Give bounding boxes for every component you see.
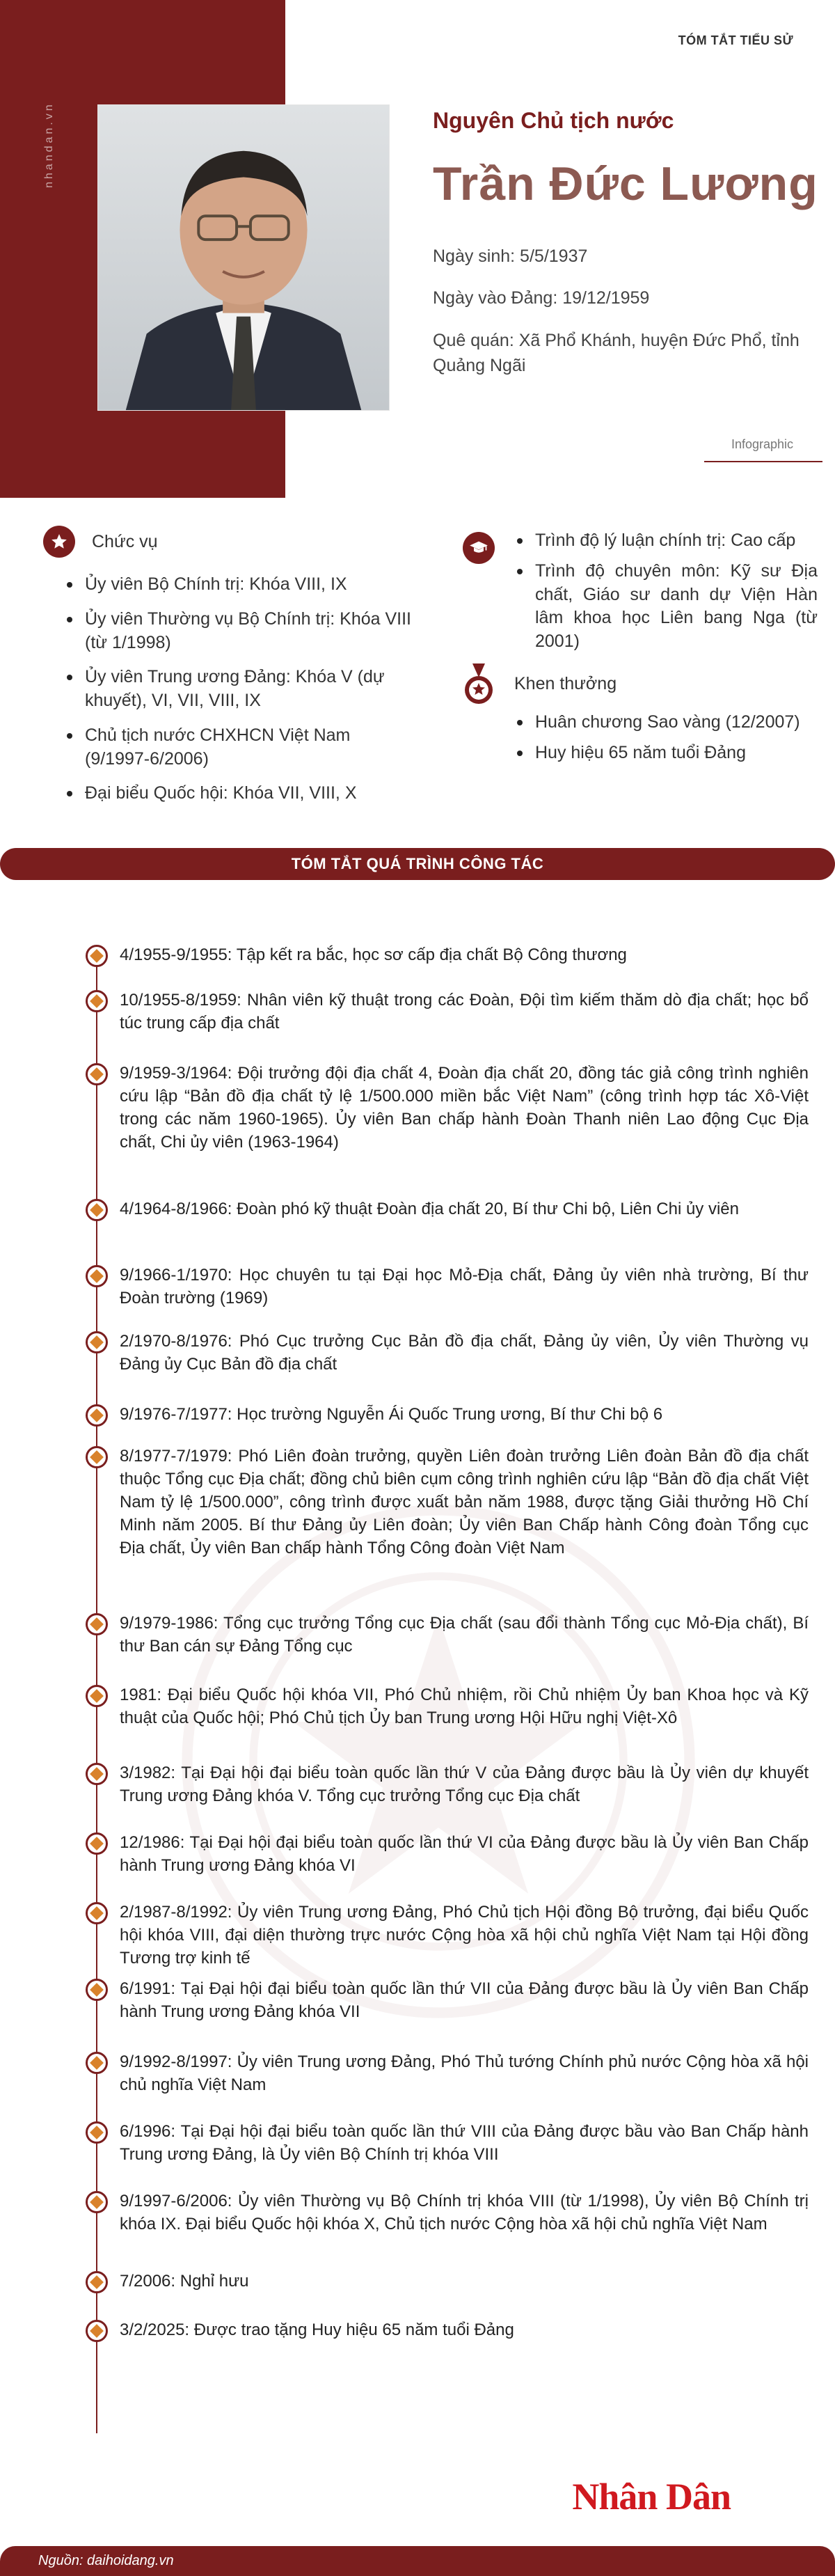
infographic-line <box>704 461 822 462</box>
diamond-icon <box>86 1199 108 1221</box>
timeline-text: 3/1982: Tại Đại hội đại biểu toàn quốc lần thứ V của Đảng được bầu là Ủy viên dự khuyết Trung ương Đảng khóa V. Tổng cục trưởng Tổng cục Địa chất <box>120 1764 809 1806</box>
timeline-text: 10/1955-8/1959: Nhân viên kỹ thuật trong các Đoàn, Đội tìm kiếm thăm dò địa chất; học bổ túc trung cấp địa chất <box>120 991 809 1033</box>
list-item: Huy hiệu 65 năm tuổi Đảng <box>535 741 818 765</box>
diamond-icon <box>86 2191 108 2213</box>
list-item: Trình độ chuyên môn: Kỹ sư Địa chất, Giáo sư danh dự Viện Hàn lâm khoa học Liên bang Nga (từ 2001) <box>535 560 818 654</box>
diamond-icon <box>86 2052 108 2074</box>
timeline-text: 3/2/2025: Được trao tặng Huy hiệu 65 năm tuổi Đảng <box>120 2320 514 2339</box>
party-join-date: Ngày vào Đảng: 19/12/1959 <box>433 288 650 308</box>
timeline-text: 9/1979-1986: Tổng cục trưởng Tổng cục Địa chất (sau đổi thành Tổng cục Mỏ-Địa chất), Bí thư Ban cán sự Đảng Tổng cục <box>120 1614 809 1656</box>
diamond-icon <box>86 1265 108 1287</box>
diamond-icon <box>86 1979 108 2001</box>
timeline-text: 1981: Đại biểu Quốc hội khóa VII, Phó Chủ nhiệm, rồi Chủ nhiệm Ủy ban Khoa học và Kỹ thuật của Quốc hội; Phó Chủ tịch Ủy ban Trung ương Hội Hữu nghị Việt-Xô <box>120 1686 809 1728</box>
summary-section <box>0 498 835 846</box>
hero-subtitle: Nguyên Chủ tịch nước <box>433 108 674 133</box>
timeline-text: 6/1996: Tại Đại hội đại biểu toàn quốc lần thứ VIII của Đảng được bầu vào Ban Chấp hành Trung ương Đảng, là Ủy viên Bộ Chính trị khóa VIII <box>120 2122 809 2165</box>
education-block <box>463 529 818 654</box>
diamond-icon <box>86 2121 108 2144</box>
timeline-text: 4/1955-9/1955: Tập kết ra bắc, học sơ cấp địa chất Bộ Công thương <box>120 945 627 964</box>
birth-date: Ngày sinh: 5/5/1937 <box>433 246 588 266</box>
medal-icon <box>463 663 495 705</box>
infographic-tag: Infographic <box>731 437 793 451</box>
timeline-text: 9/1976-7/1977: Học trường Nguyễn Ái Quốc Trung ương, Bí thư Chi bộ 6 <box>120 1405 663 1424</box>
awards-list <box>463 711 818 765</box>
awards-header <box>463 663 818 705</box>
education-awards-column <box>463 529 818 771</box>
timeline-text: 9/1992-8/1997: Ủy viên Trung ương Đảng, Phó Thủ tướng Chính phủ nước Cộng hòa xã hội chủ nghĩa Việt Nam <box>120 2052 809 2095</box>
graduation-cap-icon <box>463 532 495 564</box>
diamond-icon <box>86 1446 108 1468</box>
timeline-text: 9/1959-3/1964: Đội trưởng đội địa chất 4, Đoàn địa chất 20, đồng tác giả công trình nghiên cứu lập “Bản đồ địa chất tỷ lệ 1/500.000 miền bắc Việt Nam” (công trình hợp tác Xô-Việt trong các năm 1960-1965). Ủy viên Ban chấp hành Đoàn Thanh niên Lao động Cục Địa chất, Chi ủy viên (1963-1964) <box>120 1064 809 1152</box>
positions-list <box>43 573 419 806</box>
positions-column <box>43 526 419 817</box>
timeline-banner: TÓM TẮT QUÁ TRÌNH CÔNG TÁC <box>0 848 835 880</box>
diamond-icon <box>86 990 108 1012</box>
footer-source: Nguồn: daihoidang.vn <box>0 2546 835 2576</box>
timeline-text: 2/1987-8/1992: Ủy viên Trung ương Đảng, Phó Chủ tịch Hội đồng Bộ trưởng, đại biểu Quốc hội khóa VIII, đại diện thường trực nước Cộng hòa xã hội chủ nghĩa Việt Nam tại Hội đồng Tương trợ kinh tế <box>120 1903 809 1968</box>
timeline-text: 2/1970-8/1976: Phó Cục trưởng Cục Bản đồ địa chất, Đảng ủy viên, Ủy viên Thường vụ Đảng ủy Cục Bản đồ địa chất <box>120 1332 809 1374</box>
list-item: Trình độ lý luận chính trị: Cao cấp <box>535 529 818 553</box>
diamond-icon <box>86 945 108 967</box>
portrait-illustration <box>98 105 389 410</box>
list-item: Chủ tịch nước CHXHCN Việt Nam (9/1997-6/2006) <box>85 724 419 771</box>
timeline-text: 12/1986: Tại Đại hội đại biểu toàn quốc lần thứ VI của Đảng được bầu là Ủy viên Ban Chấp hành Trung ương Đảng khóa VI <box>120 1833 809 1876</box>
education-list <box>463 529 818 654</box>
top-tag: TÓM TẮT TIỂU SỬ <box>678 33 793 47</box>
list-item: Ủy viên Trung ương Đảng: Khóa V (dự khuyết), VI, VII, VIII, IX <box>85 666 419 713</box>
timeline <box>0 905 835 2437</box>
hometown: Quê quán: Xã Phổ Khánh, huyện Đức Phổ, tỉnh Quảng Ngãi <box>433 330 800 375</box>
hero-name: Trần Đức Lương <box>433 157 818 210</box>
diamond-icon <box>86 1063 108 1085</box>
diamond-icon <box>86 1763 108 1785</box>
list-item: Huân chương Sao vàng (12/2007) <box>535 711 818 735</box>
hero-info <box>433 244 822 395</box>
awards-title: Khen thưởng <box>514 674 617 694</box>
timeline-text: 9/1997-6/2006: Ủy viên Thường vụ Bộ Chính trị khóa VIII (từ 1/1998), Ủy viên Bộ Chính trị khóa IX. Đại biểu Quốc hội khóa X, Chủ tịch nước Cộng hòa xã hội chủ nghĩa Việt Nam <box>120 2192 809 2234</box>
diamond-icon <box>86 2271 108 2293</box>
timeline-text: 7/2006: Nghỉ hưu <box>120 2272 249 2291</box>
diamond-icon <box>86 1404 108 1427</box>
positions-header <box>43 526 419 558</box>
diamond-icon <box>86 1902 108 1924</box>
diamond-icon <box>86 1613 108 1635</box>
list-item: Đại biểu Quốc hội: Khóa VII, VIII, X <box>85 782 419 806</box>
star-icon <box>43 526 75 558</box>
timeline-text: 8/1977-7/1979: Phó Liên đoàn trưởng, quyền Liên đoàn trưởng Liên đoàn Bản đồ địa chất thuộc Tổng cục Địa chất; đồng chủ biên cụm công trình nghiên cứu lập “Bản đồ địa chất Việt Nam tỷ lệ 1/500.000”, công trình được xuất bản năm 1988, được tặng Giải thưởng Hồ Chí Minh năm 2005. Bí thư Đảng ủy Liên đoàn; Ủy viên Ban Chấp hành Công đoàn Tổng cục Địa chất, Ủy viên Ban chấp hành Tổng Công đoàn Việt Nam <box>120 1447 809 1558</box>
list-item: Ủy viên Bộ Chính trị: Khóa VIII, IX <box>85 573 419 597</box>
timeline-text: 9/1966-1/1970: Học chuyên tu tại Đại học Mỏ-Địa chất, Đảng ủy viên nhà trường, Bí thư Đoàn trường (1969) <box>120 1266 809 1308</box>
side-brand: nhandan.vn <box>43 102 55 188</box>
timeline-text: 6/1991: Tại Đại hội đại biểu toàn quốc lần thứ VII của Đảng được bầu là Ủy viên Ban Chấp hành Trung ương Đảng khóa VII <box>120 1979 809 2022</box>
hero-section <box>0 0 835 498</box>
list-item: Ủy viên Thường vụ Bộ Chính trị: Khóa VIII (từ 1/1998) <box>85 608 419 655</box>
diamond-icon <box>86 1331 108 1353</box>
nhan-dan-logo: Nhân Dân <box>572 2476 731 2518</box>
timeline-text: 4/1964-8/1966: Đoàn phó kỹ thuật Đoàn địa chất 20, Bí thư Chi bộ, Liên Chi ủy viên <box>120 1200 739 1218</box>
positions-title: Chức vụ <box>92 531 158 551</box>
diamond-icon <box>86 2320 108 2342</box>
diamond-icon <box>86 1832 108 1855</box>
diamond-icon <box>86 1685 108 1707</box>
portrait-photo <box>97 104 390 411</box>
